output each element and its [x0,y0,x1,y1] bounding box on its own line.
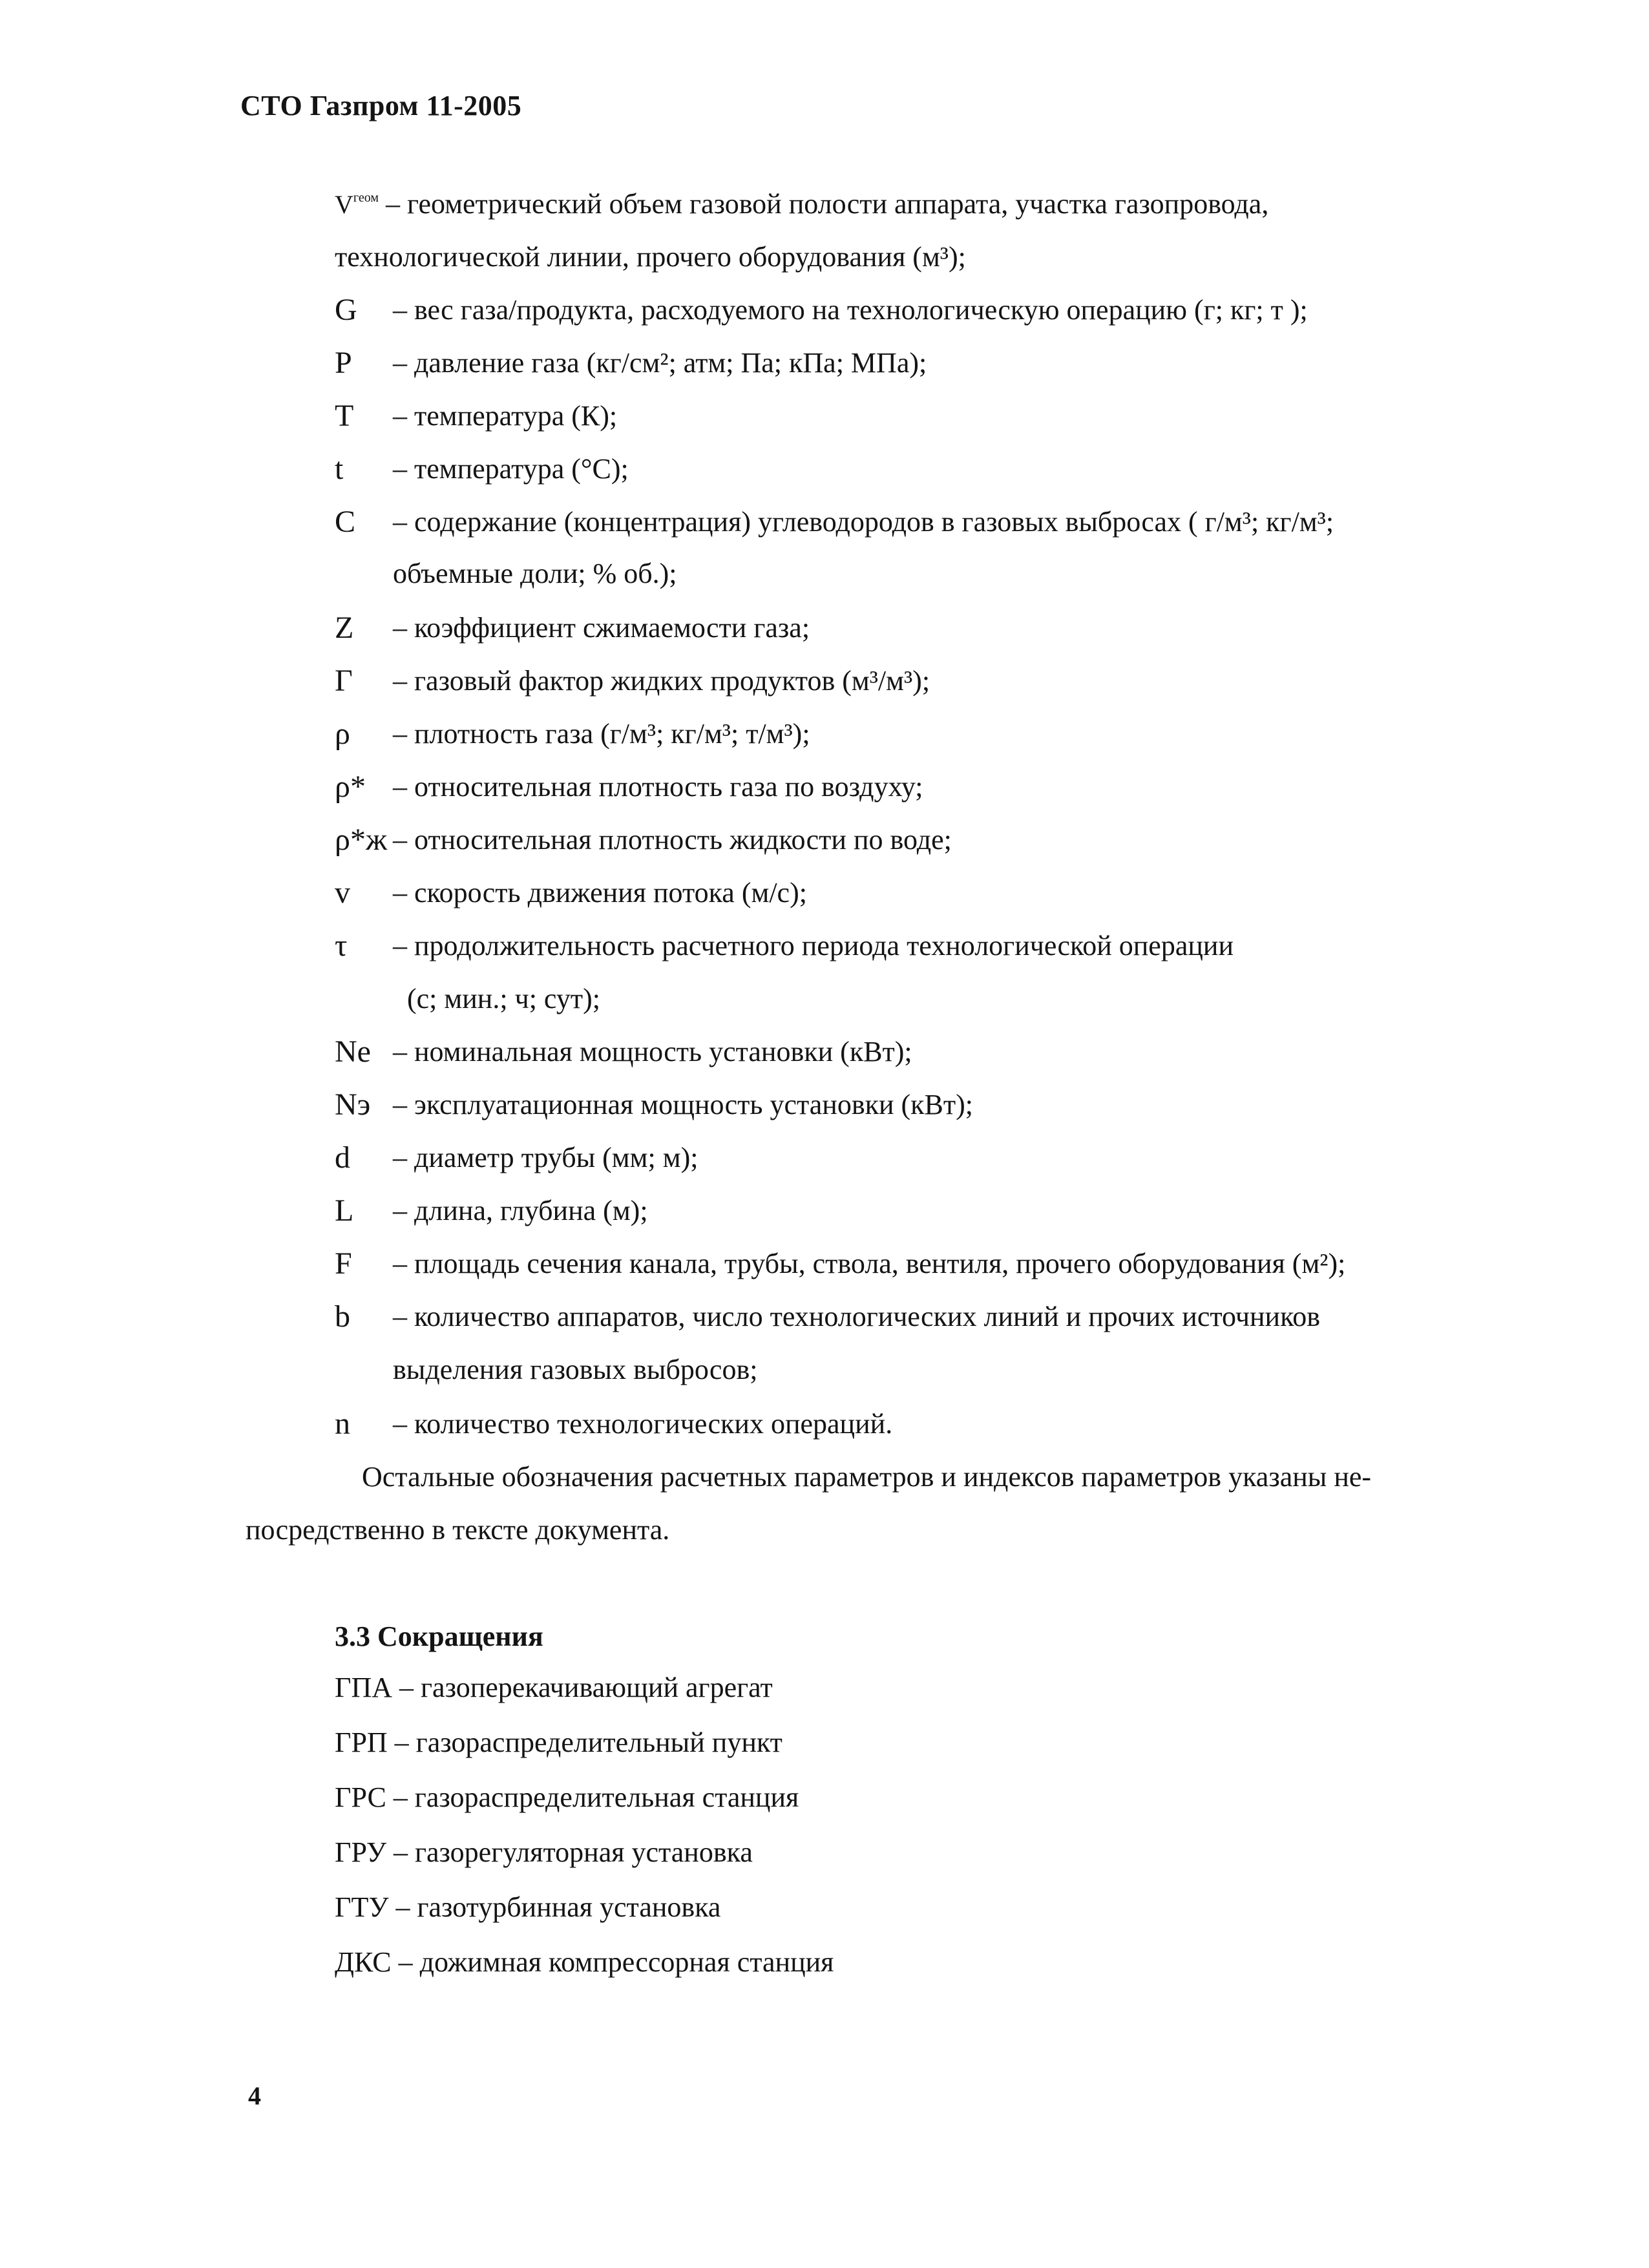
abbreviation-item: ГРУ – газорегуляторная установка [335,1836,753,1868]
definition-tau: – продолжительность расчетного периода технологической операции [393,930,1234,961]
symbol-C: С [335,505,356,539]
definition-t: – температура (°С); [393,453,629,485]
definition-C: – содержание (концентрация) углеводородов в газовых выбросах ( г/м³; кг/м³; [393,506,1334,538]
definition-b-continued: выделения газовых выбросов; [393,1354,758,1385]
abbreviation-item: ГРС – газораспределительная станция [335,1781,799,1813]
symbol-gamma: Г [335,664,353,698]
definition-P: – давление газа (кг/см²; атм; Па; кПа; МПа); [393,347,927,379]
definition-gamma: – газовый фактор жидких продуктов (м³/м³); [393,665,930,697]
page-number: 4 [248,2081,261,2110]
symbol-Z: Z [335,611,354,645]
symbol-rho-star-zh: ρ*ж [335,823,388,857]
definition-tau-continued: (с; мин.; ч; сут); [407,983,600,1014]
definition-G: – вес газа/продукта, расходуемого на технологическую операцию (г; кг; т ); [393,294,1308,326]
definition-Z: – коэффициент сжимаемости газа; [393,612,810,644]
abbreviation-item: ГТУ – газотурбинная установка [335,1891,721,1923]
definition-N-e: – номинальная мощность установки (кВт); [393,1036,912,1067]
definition-rho-star: – относительная плотность газа по воздуху; [393,771,923,803]
definition-L: – длина, глубина (м); [393,1195,648,1226]
definition-rho: – плотность газа (г/м³; кг/м³; т/м³); [393,718,810,750]
symbol-t: t [335,452,344,486]
symbol-rho: ρ [335,717,350,751]
closing-line-1: Остальные обозначения расчетных параметров и индексов параметров указаны не- [362,1461,1372,1493]
definition-N-ex: – эксплуатационная мощность установки (кВт); [393,1089,974,1120]
symbol-N-ex: Nэ [335,1087,371,1122]
section-title: 3.3 Сокращения [335,1621,543,1652]
symbol-F: F [335,1246,352,1281]
definition-F: – площадь сечения канала, трубы, ствола, вентиля, прочего оборудования (м²); [393,1248,1346,1279]
intro-line-2: технологической линии, прочего оборудования (м³); [335,241,966,273]
definition-n: – количество технологических операций. [393,1408,893,1440]
abbreviation-item: ГПА – газоперекачивающий агрегат [335,1672,773,1703]
definition-b: – количество аппаратов, число технологических линий и прочих источников [393,1301,1321,1332]
intro-definition: – геометрический объем газовой полости аппарата, участка газопровода, [385,188,1269,220]
intro-symbol: $V^{геом}$ [335,190,379,219]
symbol-n: n [335,1407,350,1441]
definition-rho-star-zh: – относительная плотность жидкости по воде; [393,824,952,856]
symbol-v: v [335,876,350,910]
symbol-P: P [335,346,352,380]
symbol-G: G [335,293,357,327]
intro-line-1 [335,190,1268,218]
symbol-b: b [335,1299,350,1334]
symbol-L: L [335,1193,354,1228]
abbreviation-item: ГРП – газораспределительный пункт [335,1727,782,1758]
definition-T: – температура (К); [393,400,618,432]
symbol-rho-star: ρ* [335,770,366,804]
definition-v: – скорость движения потока (м/с); [393,877,807,908]
abbreviation-item: ДКС – дожимная компрессорная станция [335,1946,834,1978]
symbol-tau: τ [335,929,348,963]
symbol-N-e: Nе [335,1034,371,1069]
definition-d: – диаметр трубы (мм; м); [393,1142,698,1173]
closing-line-2: посредственно в тексте документа. [246,1514,670,1546]
definition-C-continued: объемные доли; % об.); [393,558,677,589]
symbol-T: T [335,399,354,433]
document-header: СТО Газпром 11-2005 [240,90,522,121]
symbol-d: d [335,1140,350,1175]
